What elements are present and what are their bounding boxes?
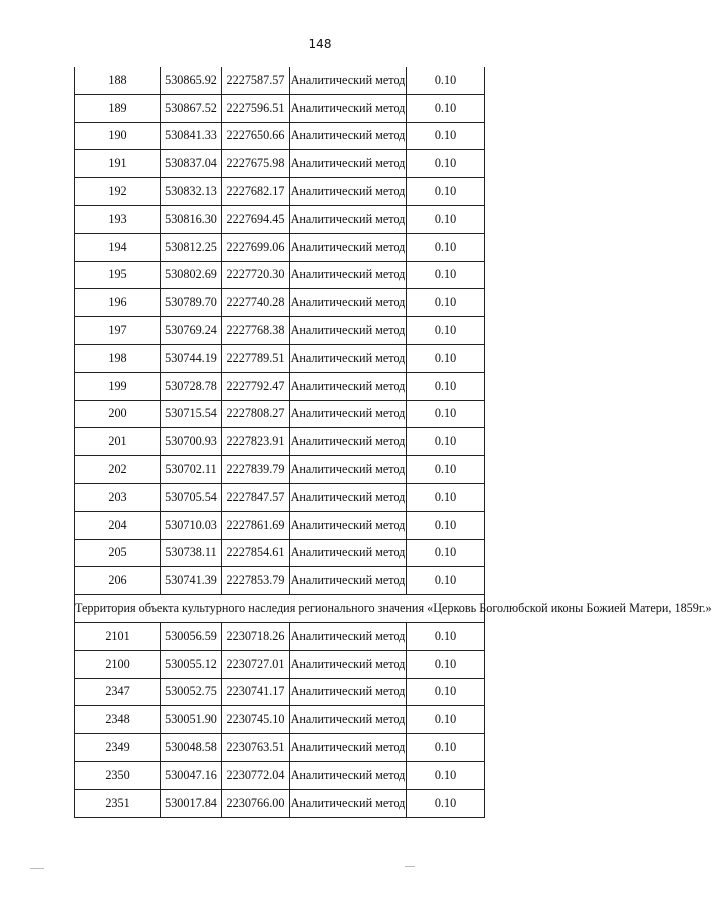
x-coordinate-cell: 530812.25 (161, 233, 222, 261)
point-id-cell: 204 (75, 511, 161, 539)
table-row (75, 289, 485, 317)
section-header-row (75, 595, 485, 623)
x-coordinate-cell: 530865.92 (161, 67, 222, 94)
accuracy-cell: 0.10 (407, 317, 485, 345)
table-row (75, 678, 485, 706)
method-cell: Аналитический метод (290, 678, 407, 706)
x-coordinate-cell: 530789.70 (161, 289, 222, 317)
method-cell: Аналитический метод (290, 94, 407, 122)
method-cell: Аналитический метод (290, 372, 407, 400)
x-coordinate-cell: 530051.90 (161, 706, 222, 734)
y-coordinate-cell: 2227740.28 (222, 289, 290, 317)
table-row (75, 344, 485, 372)
x-coordinate-cell: 530055.12 (161, 650, 222, 678)
point-id-cell: 197 (75, 317, 161, 345)
y-coordinate-cell: 2230763.51 (222, 734, 290, 762)
method-cell: Аналитический метод (290, 400, 407, 428)
method-cell: Аналитический метод (290, 233, 407, 261)
y-coordinate-cell: 2227861.69 (222, 511, 290, 539)
y-coordinate-cell: 2230718.26 (222, 622, 290, 650)
y-coordinate-cell: 2230772.04 (222, 761, 290, 789)
y-coordinate-cell: 2227682.17 (222, 178, 290, 206)
x-coordinate-cell: 530769.24 (161, 317, 222, 345)
table-row (75, 567, 485, 595)
point-id-cell: 190 (75, 122, 161, 150)
point-id-cell: 193 (75, 205, 161, 233)
section-title: Территория объекта культурного наследия регионального значения «Церковь Боголюбской иконы Божией Матери, 1859г.» (75, 595, 485, 623)
point-id-cell: 205 (75, 539, 161, 567)
accuracy-cell: 0.10 (407, 150, 485, 178)
method-cell: Аналитический метод (290, 734, 407, 762)
y-coordinate-cell: 2227792.47 (222, 372, 290, 400)
table-row (75, 483, 485, 511)
y-coordinate-cell: 2227823.91 (222, 428, 290, 456)
point-id-cell: 200 (75, 400, 161, 428)
table-row (75, 233, 485, 261)
table-row (75, 789, 485, 817)
coordinates-table-body-group-1 (75, 67, 485, 595)
table-row (75, 372, 485, 400)
table-row (75, 205, 485, 233)
table-row (75, 539, 485, 567)
table-row (75, 511, 485, 539)
y-coordinate-cell: 2227699.06 (222, 233, 290, 261)
table-row (75, 94, 485, 122)
method-cell: Аналитический метод (290, 67, 407, 94)
method-cell: Аналитический метод (290, 317, 407, 345)
x-coordinate-cell: 530702.11 (161, 456, 222, 484)
table-row (75, 122, 485, 150)
section-header-body (75, 595, 712, 623)
accuracy-cell: 0.10 (407, 122, 485, 150)
x-coordinate-cell: 530837.04 (161, 150, 222, 178)
table-row (75, 317, 485, 345)
table-row (75, 622, 485, 650)
point-id-cell: 2100 (75, 650, 161, 678)
point-id-cell: 188 (75, 67, 161, 94)
y-coordinate-cell: 2227853.79 (222, 567, 290, 595)
table-row (75, 706, 485, 734)
table-row (75, 400, 485, 428)
method-cell: Аналитический метод (290, 261, 407, 289)
method-cell: Аналитический метод (290, 567, 407, 595)
point-id-cell: 195 (75, 261, 161, 289)
table-row (75, 261, 485, 289)
x-coordinate-cell: 530802.69 (161, 261, 222, 289)
point-id-cell: 194 (75, 233, 161, 261)
point-id-cell: 191 (75, 150, 161, 178)
method-cell: Аналитический метод (290, 539, 407, 567)
x-coordinate-cell: 530816.30 (161, 205, 222, 233)
point-id-cell: 192 (75, 178, 161, 206)
accuracy-cell: 0.10 (407, 233, 485, 261)
point-id-cell: 206 (75, 567, 161, 595)
accuracy-cell: 0.10 (407, 400, 485, 428)
point-id-cell: 199 (75, 372, 161, 400)
method-cell: Аналитический метод (290, 622, 407, 650)
accuracy-cell: 0.10 (407, 289, 485, 317)
x-coordinate-cell: 530738.11 (161, 539, 222, 567)
accuracy-cell: 0.10 (407, 428, 485, 456)
point-id-cell: 2349 (75, 734, 161, 762)
y-coordinate-cell: 2230766.00 (222, 789, 290, 817)
point-id-cell: 2347 (75, 678, 161, 706)
table-row (75, 456, 485, 484)
accuracy-cell: 0.10 (407, 789, 485, 817)
method-cell: Аналитический метод (290, 205, 407, 233)
point-id-cell: 203 (75, 483, 161, 511)
y-coordinate-cell: 2227839.79 (222, 456, 290, 484)
table-row (75, 150, 485, 178)
method-cell: Аналитический метод (290, 511, 407, 539)
point-id-cell: 2350 (75, 761, 161, 789)
x-coordinate-cell: 530832.13 (161, 178, 222, 206)
accuracy-cell: 0.10 (407, 372, 485, 400)
table-row (75, 734, 485, 762)
point-id-cell: 189 (75, 94, 161, 122)
page-number: 148 (308, 37, 332, 51)
y-coordinate-cell: 2227675.98 (222, 150, 290, 178)
point-id-cell: 2351 (75, 789, 161, 817)
method-cell: Аналитический метод (290, 706, 407, 734)
accuracy-cell: 0.10 (407, 761, 485, 789)
accuracy-cell: 0.10 (407, 67, 485, 94)
point-id-cell: 198 (75, 344, 161, 372)
method-cell: Аналитический метод (290, 428, 407, 456)
method-cell: Аналитический метод (290, 344, 407, 372)
accuracy-cell: 0.10 (407, 539, 485, 567)
x-coordinate-cell: 530052.75 (161, 678, 222, 706)
method-cell: Аналитический метод (290, 483, 407, 511)
y-coordinate-cell: 2230741.17 (222, 678, 290, 706)
x-coordinate-cell: 530710.03 (161, 511, 222, 539)
coordinates-table (74, 67, 712, 818)
x-coordinate-cell: 530715.54 (161, 400, 222, 428)
accuracy-cell: 0.10 (407, 511, 485, 539)
x-coordinate-cell: 530047.16 (161, 761, 222, 789)
table-row (75, 428, 485, 456)
y-coordinate-cell: 2227847.57 (222, 483, 290, 511)
table-row (75, 650, 485, 678)
table-row (75, 67, 485, 94)
y-coordinate-cell: 2227720.30 (222, 261, 290, 289)
method-cell: Аналитический метод (290, 178, 407, 206)
x-coordinate-cell: 530048.58 (161, 734, 222, 762)
method-cell: Аналитический метод (290, 289, 407, 317)
accuracy-cell: 0.10 (407, 344, 485, 372)
coordinates-table-body-group-2 (75, 622, 485, 817)
point-id-cell: 202 (75, 456, 161, 484)
x-coordinate-cell: 530728.78 (161, 372, 222, 400)
accuracy-cell: 0.10 (407, 734, 485, 762)
accuracy-cell: 0.10 (407, 261, 485, 289)
x-coordinate-cell: 530841.33 (161, 122, 222, 150)
accuracy-cell: 0.10 (407, 456, 485, 484)
x-coordinate-cell: 530705.54 (161, 483, 222, 511)
method-cell: Аналитический метод (290, 789, 407, 817)
accuracy-cell: 0.10 (407, 650, 485, 678)
scan-artifact (405, 866, 415, 867)
table-row (75, 761, 485, 789)
x-coordinate-cell: 530017.84 (161, 789, 222, 817)
method-cell: Аналитический метод (290, 122, 407, 150)
accuracy-cell: 0.10 (407, 622, 485, 650)
accuracy-cell: 0.10 (407, 678, 485, 706)
point-id-cell: 2348 (75, 706, 161, 734)
accuracy-cell: 0.10 (407, 178, 485, 206)
method-cell: Аналитический метод (290, 761, 407, 789)
point-id-cell: 201 (75, 428, 161, 456)
y-coordinate-cell: 2227587.57 (222, 67, 290, 94)
x-coordinate-cell: 530700.93 (161, 428, 222, 456)
x-coordinate-cell: 530867.52 (161, 94, 222, 122)
method-cell: Аналитический метод (290, 456, 407, 484)
method-cell: Аналитический метод (290, 650, 407, 678)
accuracy-cell: 0.10 (407, 205, 485, 233)
point-id-cell: 196 (75, 289, 161, 317)
method-cell: Аналитический метод (290, 150, 407, 178)
scan-artifact (30, 868, 44, 869)
y-coordinate-cell: 2227650.66 (222, 122, 290, 150)
table-row (75, 178, 485, 206)
y-coordinate-cell: 2227854.61 (222, 539, 290, 567)
accuracy-cell: 0.10 (407, 94, 485, 122)
y-coordinate-cell: 2227596.51 (222, 94, 290, 122)
y-coordinate-cell: 2227694.45 (222, 205, 290, 233)
point-id-cell: 2101 (75, 622, 161, 650)
x-coordinate-cell: 530056.59 (161, 622, 222, 650)
y-coordinate-cell: 2230727.01 (222, 650, 290, 678)
x-coordinate-cell: 530744.19 (161, 344, 222, 372)
accuracy-cell: 0.10 (407, 706, 485, 734)
accuracy-cell: 0.10 (407, 483, 485, 511)
accuracy-cell: 0.10 (407, 567, 485, 595)
y-coordinate-cell: 2227808.27 (222, 400, 290, 428)
y-coordinate-cell: 2227768.38 (222, 317, 290, 345)
x-coordinate-cell: 530741.39 (161, 567, 222, 595)
y-coordinate-cell: 2230745.10 (222, 706, 290, 734)
y-coordinate-cell: 2227789.51 (222, 344, 290, 372)
